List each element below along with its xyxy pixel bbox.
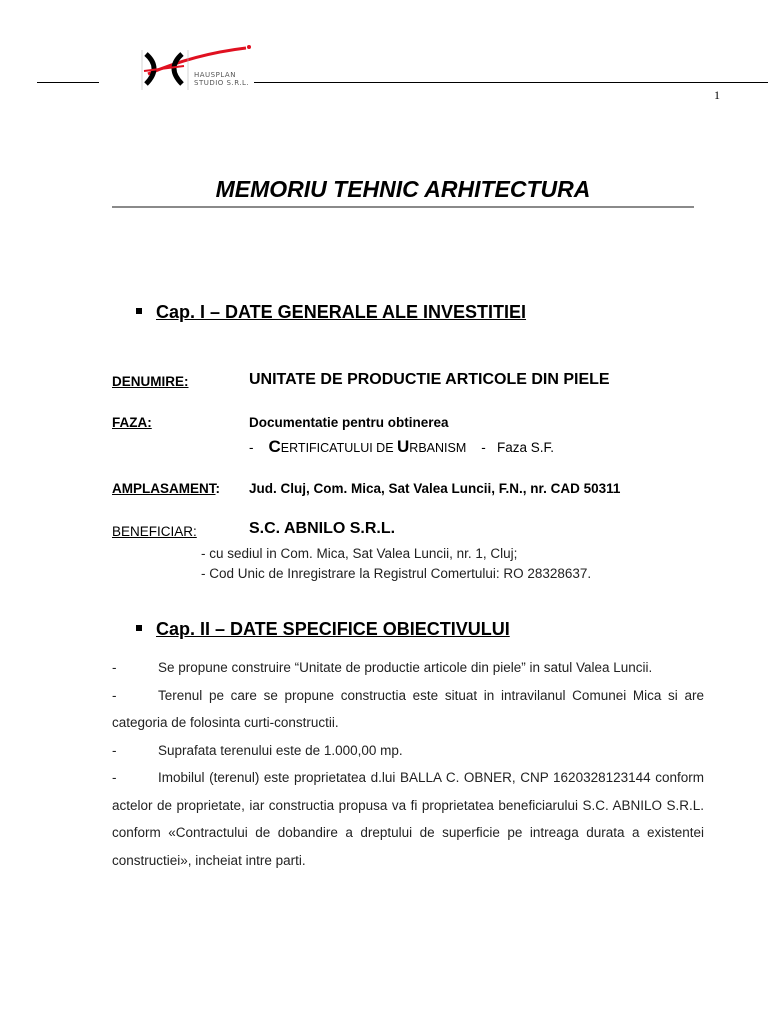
- cert-initial: C: [268, 437, 281, 456]
- cap2-heading: [136, 619, 510, 640]
- beneficiar-cui: - Cod Unic de Inregistrare la Registrul Comertului: RO 28328637.: [201, 566, 592, 581]
- cert-rest: ERTIFICATULUI DE: [280, 441, 398, 455]
- logo-right-arc: [174, 54, 182, 84]
- denumire-value: UNITATE DE PRODUCTIE ARTICOLE DIN PIELE: [249, 371, 610, 388]
- cap1-heading-text: Cap. I – DATE GENERALE ALE INVESTITIEI: [156, 302, 527, 322]
- faza-value-line2: [249, 437, 554, 457]
- cap2-heading-text: Cap. II – DATE SPECIFICE OBIECTIVULUI: [156, 619, 510, 639]
- faza-value-line1: Documentatie pentru obtinerea: [249, 415, 449, 430]
- bullet-square-icon: [136, 625, 142, 631]
- header-rule-left: [37, 82, 99, 83]
- beneficiar-sediu: - cu sediul in Com. Mica, Sat Valea Luncii, nr. 1, Cluj;: [201, 546, 518, 561]
- header-rule-right: [254, 82, 768, 83]
- item-dash: -: [112, 687, 117, 703]
- item-dash: -: [112, 660, 117, 675]
- amplasament-colon: :: [215, 481, 220, 496]
- amplasament-value: Jud. Cluj, Com. Mica, Sat Valea Luncii, F.N., nr. CAD 50311: [249, 481, 621, 496]
- amplasament-label-text: AMPLASAMENT: [112, 481, 216, 496]
- list-item: [112, 682, 704, 737]
- title-underline: [112, 206, 694, 208]
- faza-dash: -: [249, 440, 254, 455]
- list-item: [112, 737, 704, 765]
- cap1-heading: [136, 302, 526, 323]
- beneficiar-value: S.C. ABNILO S.R.L.: [249, 520, 396, 537]
- faza-sep: -: [481, 440, 486, 455]
- denumire-label: DENUMIRE:: [112, 374, 189, 389]
- beneficiar-label: BENEFICIAR:: [112, 524, 197, 539]
- document-title: MEMORIU TEHNIC ARHITECTURA: [215, 176, 591, 202]
- faza-sf: Faza S.F.: [497, 440, 555, 455]
- cap2-paragraphs: [112, 654, 704, 874]
- page-number: 1: [714, 88, 720, 102]
- logo-text-line2: STUDIO S.R.L.: [194, 79, 250, 87]
- item-dash: -: [112, 770, 117, 785]
- item-text: Imobilul (terenul) este proprietatea d.lui BALLA C. OBNER, CNP 1620328123144 conform actelor de proprietate, iar constructia propusa va fi proprietatea beneficiarului S.C. ABNILO S.R.L. conform «Contractului de dobandire a dreptului de superficie pe intreaga durata a existentei constructiei», incheiat intre parti.: [112, 770, 704, 868]
- item-dash: -: [112, 742, 117, 758]
- list-item: [112, 764, 704, 874]
- item-text: Suprafata terenului este de 1.000,00 mp.: [158, 742, 403, 758]
- urb-rest: RBANISM: [409, 441, 467, 455]
- item-text: Terenul pe care se propune constructia este situat in intravilanul Comunei Mica si are categoria de folosinta curti-constructii.: [112, 687, 704, 730]
- amplasament-label: [112, 481, 220, 496]
- item-text: Se propune construire “Unitate de productie articole din piele” in satul Valea Luncii.: [158, 660, 653, 675]
- urb-initial: U: [397, 437, 410, 456]
- logo-dot: [247, 45, 251, 49]
- list-item: [112, 654, 704, 682]
- bullet-square-icon: [136, 308, 142, 314]
- faza-label: FAZA:: [112, 415, 152, 430]
- logo-company-name: [194, 71, 249, 87]
- logo-text-line1: HAUSPLAN: [194, 71, 236, 79]
